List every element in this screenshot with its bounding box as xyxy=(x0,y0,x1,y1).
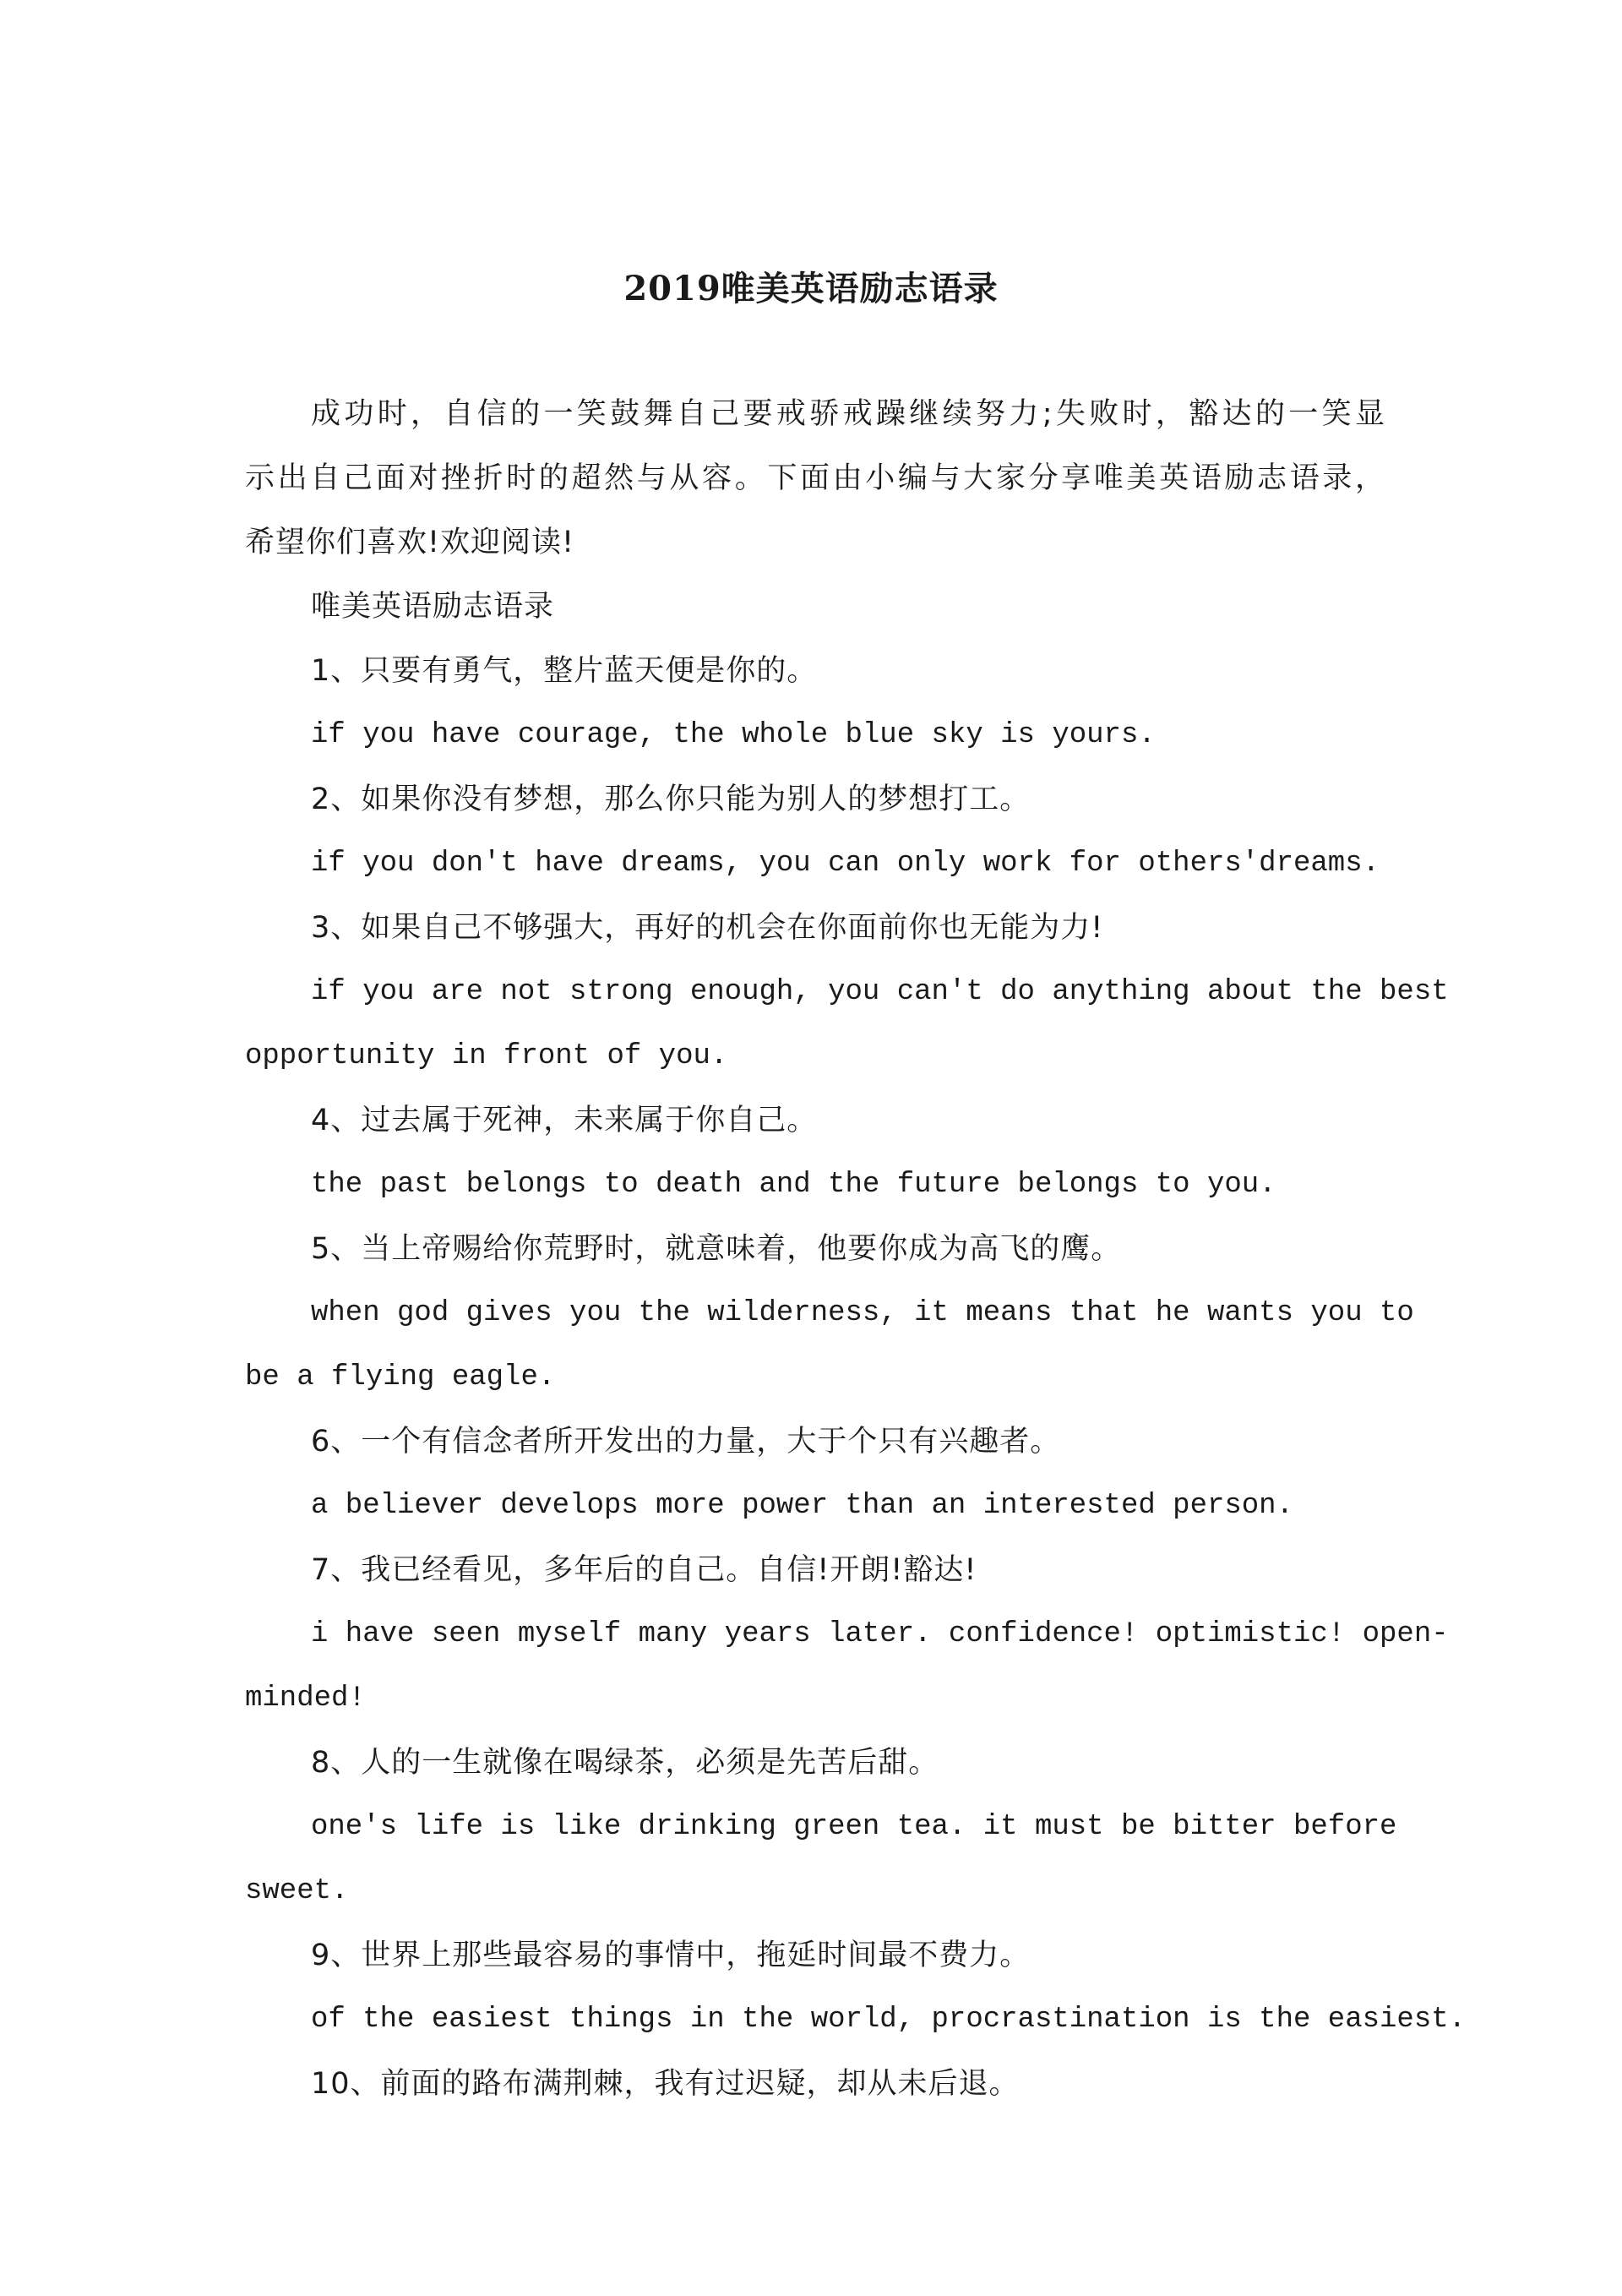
section-heading: 唯美英语励志语录 xyxy=(311,590,555,624)
quote-7-en-line-2: minded! xyxy=(245,1682,366,1715)
quote-4-en: the past belongs to death and the future belongs to you. xyxy=(311,1169,1276,1201)
quote-9-en: of the easiest things in the world, procrastination is the easiest. xyxy=(311,2004,1467,2036)
quote-2-zh: 2、如果你没有梦想，那么你只能为别人的梦想打工。 xyxy=(311,783,1031,816)
quote-8-en-line-2: sweet. xyxy=(245,1875,349,1907)
quote-8-zh: 8、人的一生就像在喝绿茶，必须是先苦后甜。 xyxy=(311,1746,939,1780)
quote-9-zh: 9、世界上那些最容易的事情中，拖延时间最不费力。 xyxy=(311,1939,1031,1972)
quote-1-en: if you have courage, the whole blue sky is yours. xyxy=(311,719,1156,751)
quote-3-en-line-2: opportunity in front of you. xyxy=(245,1040,728,1072)
quote-5-en-line-2: be a flying eagle. xyxy=(245,1361,556,1393)
quote-5-en-line-1: when god gives you the wilderness, it means that he wants you to xyxy=(311,1297,1414,1329)
intro-line-1: 成功时，自信的一笑鼓舞自己要戒骄戒躁继续努力;失败时，豁达的一笑显 xyxy=(311,397,1385,431)
document-title: 2019唯美英语励志语录 xyxy=(623,269,999,308)
quote-4-zh: 4、过去属于死神，未来属于你自己。 xyxy=(311,1104,818,1137)
quote-3-zh: 3、如果自己不够强大，再好的机会在你面前你也无能为力! xyxy=(311,911,1104,945)
document-body xyxy=(245,382,1467,2116)
quote-10-zh: 10、前面的路布满荆棘，我有过迟疑，却从未后退。 xyxy=(311,2067,1020,2101)
quote-1-zh: 1、只要有勇气，整片蓝天便是你的。 xyxy=(311,654,818,688)
quote-8-en-line-1: one's life is like drinking green tea. it must be bitter before xyxy=(311,1811,1397,1843)
quote-7-zh: 7、我已经看见，多年后的自己。自信!开朗!豁达! xyxy=(311,1553,977,1587)
quote-5-zh: 5、当上帝赐给你荒野时，就意味着，他要你成为高飞的鹰。 xyxy=(311,1232,1122,1266)
quote-2-en: if you don't have dreams, you can only work for others'dreams. xyxy=(311,848,1380,880)
quote-3-en-line-1: if you are not strong enough, you can't do anything about the best xyxy=(311,976,1449,1008)
intro-line-3: 希望你们喜欢!欢迎阅读! xyxy=(245,526,575,559)
quote-7-en-line-1: i have seen myself many years later. confidence! optimistic! open- xyxy=(311,1618,1449,1650)
intro-line-2: 示出自己面对挫折时的超然与从容。下面由小编与大家分享唯美英语励志语录， xyxy=(245,461,1385,495)
quote-6-en: a believer develops more power than an interested person. xyxy=(311,1490,1293,1522)
quote-6-zh: 6、一个有信念者所开发出的力量，大于个只有兴趣者。 xyxy=(311,1425,1061,1459)
